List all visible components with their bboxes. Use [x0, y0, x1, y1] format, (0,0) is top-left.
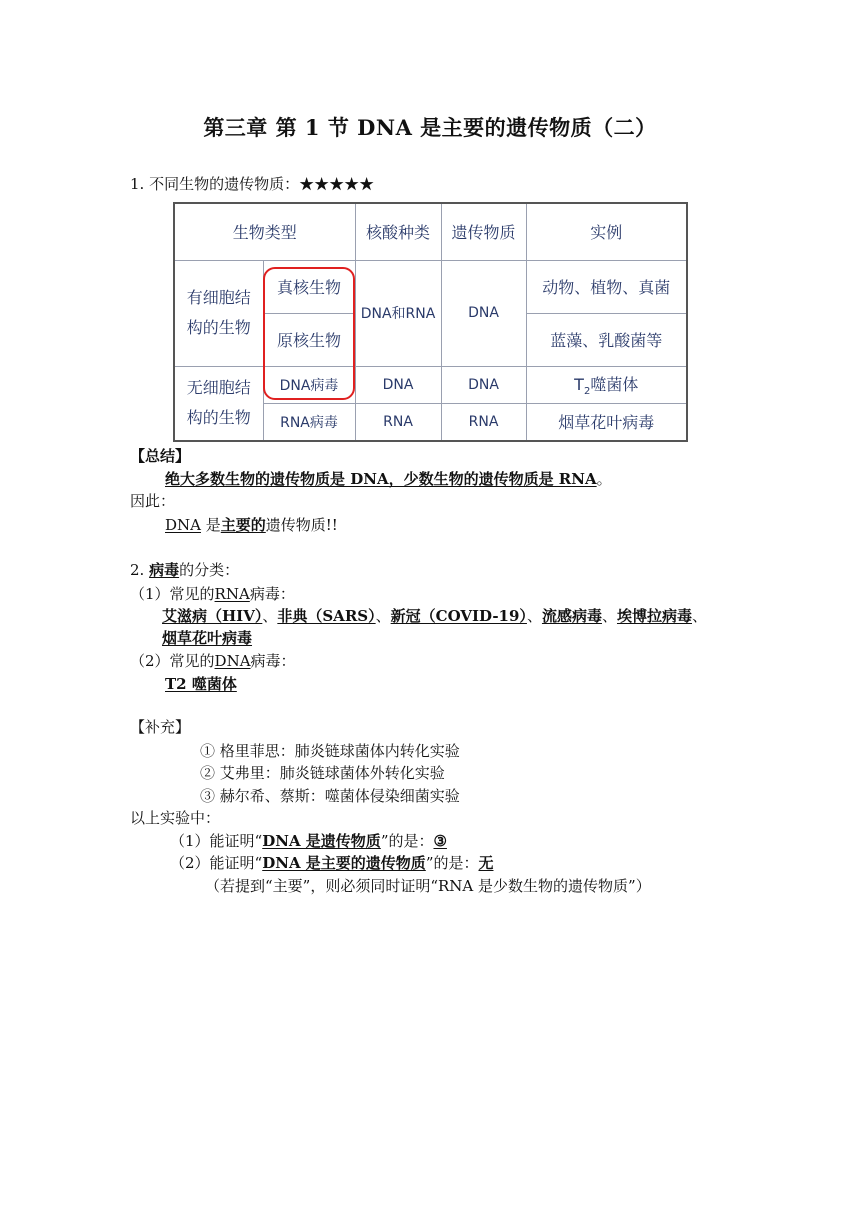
q1-pre: （1）能证明“ [170, 832, 263, 850]
dna-label-post: 病毒： [250, 652, 296, 670]
question-1 [170, 831, 447, 851]
q2-pre: （2）能证明“ [170, 854, 263, 872]
conclusion [165, 515, 338, 535]
supplement-label: 【补充】 [130, 718, 191, 736]
cell-eukaryote: 真核生物 [263, 260, 355, 313]
rna-virus-list-line2 [162, 628, 252, 648]
experiment-item: ① 格里菲思：肺炎链球菌体内转化实验 [200, 742, 460, 760]
dna-virus-label [130, 651, 296, 671]
sep: 、 [692, 607, 708, 625]
cell-cellular-organisms: 有细胞结构的生物 [174, 260, 263, 366]
sep: 、 [262, 607, 278, 625]
rna-virus-item: 艾滋病（HIV） [162, 607, 263, 625]
summary-label [130, 446, 190, 466]
q1-post: ”的是： [380, 832, 434, 850]
header-nucleic-acid: 核酸种类 [355, 203, 441, 260]
rna-virus-item: 烟草花叶病毒 [162, 629, 253, 647]
summary-text [165, 469, 612, 489]
q2-post: ”的是： [425, 854, 479, 872]
rna-virus-list [162, 606, 707, 626]
question-2 [170, 853, 494, 873]
header-examples: 实例 [526, 203, 687, 260]
section2-classify: 的分类： [179, 561, 240, 579]
rna-label-post: 病毒： [249, 585, 295, 603]
rna-virus-item: 新冠（COVID-19） [390, 607, 527, 625]
sep: 、 [526, 607, 542, 625]
experiment-intro: 以上实验中： [130, 809, 221, 827]
cell-rna-virus-example: 烟草花叶病毒 [526, 403, 687, 441]
sep: 、 [375, 607, 391, 625]
summary-label-text: 【总结】 [130, 447, 191, 465]
conclusion-dna: DNA [165, 516, 201, 534]
section2-heading [130, 560, 239, 580]
rna-virus-item: 流感病毒 [541, 607, 602, 625]
cell-rna-virus-nucleic: RNA [355, 403, 441, 441]
cell-dna-virus-example [526, 366, 687, 403]
rna-virus-item: 埃博拉病毒 [616, 607, 692, 625]
cell-dna-virus-genetic: DNA [441, 366, 526, 403]
therefore-label: 因此： [130, 492, 176, 510]
note: （若提到“主要”，则必须同时证明“RNA 是少数生物的遗传物质”） [205, 877, 651, 895]
summary-end: 。 [596, 470, 612, 488]
example-sub: 2 [583, 386, 591, 398]
header-genetic-material: 遗传物质 [441, 203, 526, 260]
q2-statement: DNA 是主要的遗传物质 [262, 854, 426, 872]
genetic-material-table [173, 202, 688, 442]
conclusion-is: 是 [200, 516, 221, 534]
cell-acellular-organisms: 无细胞结构的生物 [174, 366, 263, 441]
cell-prokaryote-example: 蓝藻、乳酸菌等 [526, 313, 687, 366]
rna-virus-label [130, 584, 295, 604]
cell-dna-virus-nucleic: DNA [355, 366, 441, 403]
conclusion-main: 主要的 [220, 516, 266, 534]
cell-rna-virus-genetic: RNA [441, 403, 526, 441]
header-organism-type: 生物类型 [174, 203, 355, 260]
cell-cellular-genetic: DNA [441, 260, 526, 366]
rna-label-rna: RNA [214, 585, 250, 603]
rna-label-pre: （1）常见的 [130, 585, 215, 603]
page-title: 第三章 第 1 节 DNA 是主要的遗传物质（二） [203, 115, 657, 140]
q1-statement: DNA 是遗传物质 [262, 832, 381, 850]
dna-virus-item: T2 噬菌体 [165, 675, 237, 693]
rna-virus-item: 非典（SARS） [277, 607, 376, 625]
summary-main: 绝大多数生物的遗传物质是 DNA，少数生物的遗传物质是 RNA [165, 470, 597, 488]
experiment-item: ② 艾弗里：肺炎链球菌体外转化实验 [200, 764, 445, 782]
dna-label-pre: （2）常见的 [130, 652, 215, 670]
dna-label-dna: DNA [214, 652, 251, 670]
section1-heading: 1. 不同生物的遗传物质：★★★★★ [130, 175, 375, 193]
conclusion-rest: 遗传物质!! [265, 516, 338, 534]
example-t: T [574, 374, 584, 394]
sep: 、 [601, 607, 617, 625]
dna-virus-list [165, 674, 237, 694]
experiment-item: ③ 赫尔希、蔡斯：噬菌体侵染细菌实验 [200, 787, 460, 805]
cell-prokaryote: 原核生物 [263, 313, 355, 366]
q1-answer: ③ [433, 832, 447, 850]
q2-answer: 无 [478, 854, 494, 872]
example-phage: 噬菌体 [590, 374, 639, 394]
cell-cellular-nucleic: DNA和RNA [355, 260, 441, 366]
cell-eukaryote-example: 动物、植物、真菌 [526, 260, 687, 313]
cell-rna-virus: RNA病毒 [263, 403, 355, 441]
cell-dna-virus: DNA病毒 [263, 366, 355, 403]
section2-num: 2. [130, 561, 150, 579]
section2-virus: 病毒 [149, 561, 180, 579]
